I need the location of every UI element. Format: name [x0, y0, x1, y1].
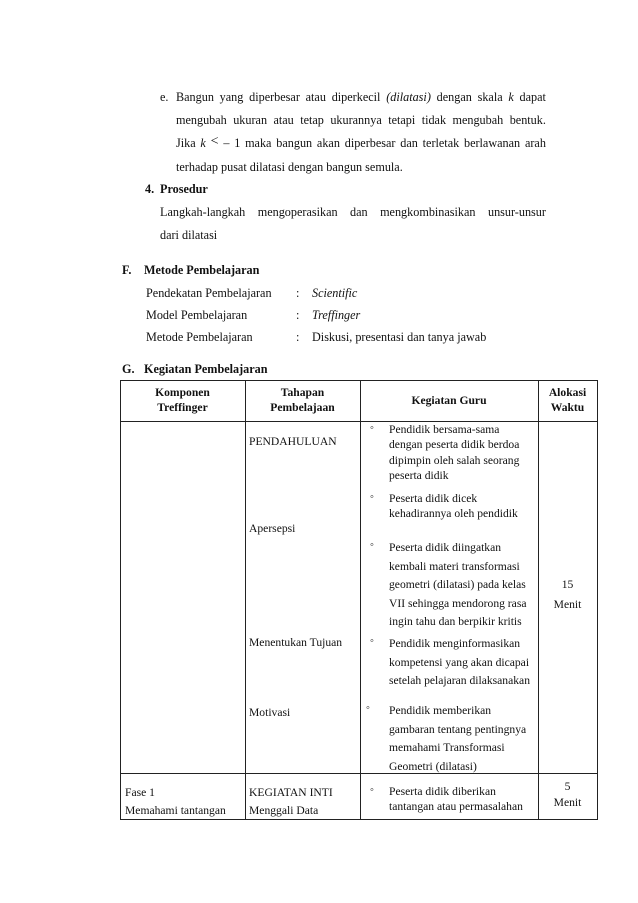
word: tidak [421, 113, 447, 127]
activity-table [120, 380, 598, 820]
activity-line: Pendidik menginformasikan [389, 637, 521, 650]
activity-line: geometri (dilatasi) pada kelas [389, 578, 526, 592]
activity-line: gambaran tentang pentingnya [389, 722, 527, 736]
word: ukurannya [330, 113, 382, 127]
table-border [120, 421, 598, 422]
activity-line: Pendidik bersama-sama [389, 423, 500, 436]
word: bentuk. [509, 113, 546, 127]
activity-tujuan [389, 635, 530, 691]
activity-tantangan [389, 784, 523, 815]
section-e-line-1 [176, 90, 546, 105]
method-label-model: Model Pembelajaran [146, 308, 248, 322]
header-text: Treffinger [157, 401, 208, 415]
word: bangun [276, 136, 313, 150]
word: dapat [519, 90, 546, 104]
method-separator: : [296, 286, 300, 300]
activity-line: memahami Transformasi [389, 741, 505, 755]
section-4-line-1 [160, 205, 546, 220]
table-border [597, 380, 598, 820]
word: diperkecil [331, 90, 381, 104]
table-border [120, 773, 598, 774]
stage-kegiatan-inti [249, 784, 333, 820]
bullet-icon: ◦ [370, 422, 374, 434]
header-tahapan [245, 385, 360, 416]
bullet-icon: ◦ [370, 539, 374, 551]
activity-line: Pendidik memberikan [389, 704, 492, 717]
activity-line: Peserta didik diberikan [389, 785, 496, 798]
stage-line: KEGIATAN INTI [249, 786, 333, 799]
word: 1 [234, 136, 241, 150]
word: tetap [300, 113, 324, 127]
word: diperbesar [249, 90, 300, 104]
activity-line: kehadirannya oleh pendidik [389, 507, 518, 521]
section-e-line-3 [176, 136, 546, 151]
time-value: 5 [564, 780, 571, 793]
time-allocation-inti [538, 779, 597, 811]
bullet-icon: ◦ [370, 784, 374, 796]
bullet-icon: ◦ [370, 491, 374, 503]
section-4-title: Prosedur [160, 182, 208, 196]
word: Langkah-langkah [160, 205, 246, 219]
section-e-line-2 [176, 113, 546, 128]
activity-line: Geometri (dilatasi) [389, 759, 477, 773]
word: mengoperasikan [257, 205, 338, 219]
word: mengubah [452, 113, 504, 127]
header-text: Alokasi [548, 386, 587, 399]
word: < [210, 134, 219, 149]
activity-line: ingin tahu dan berpikir kritis [389, 615, 522, 629]
activity-line: Peserta didik diingatkan [389, 541, 502, 554]
table-border [245, 380, 246, 820]
table-border [120, 380, 598, 381]
table-border [120, 380, 121, 820]
word: k [508, 90, 514, 104]
word: diperbesar [344, 136, 396, 150]
section-f-title: Metode Pembelajaran [144, 263, 260, 277]
method-value-model: Treffinger [312, 308, 361, 322]
method-value-pendekatan: Scientific [312, 286, 358, 300]
header-text: Waktu [550, 401, 585, 415]
section-g-title: Kegiatan Pembelajaran [144, 362, 268, 376]
stage-line: Menggali Data [249, 804, 319, 817]
method-label-metode: Metode Pembelajaran [146, 330, 253, 344]
word: (dilatasi) [386, 90, 431, 104]
word: atau [305, 90, 326, 104]
section-f-letter: F. [122, 263, 132, 277]
method-separator: : [296, 308, 300, 322]
stage-motivasi: Motivasi [249, 706, 291, 719]
component-line: Memahami tantangan [125, 804, 226, 817]
activity-kehadiran [389, 491, 518, 522]
activity-line: kembali materi transformasi [389, 559, 520, 573]
word: Bangun [176, 90, 214, 104]
activity-line: Peserta didik dicek [389, 492, 478, 505]
word: – [223, 136, 230, 150]
time-unit: Menit [553, 796, 582, 809]
stage-pendahuluan: PENDAHULUAN [249, 435, 337, 448]
activity-line: tantangan atau permasalahan [389, 800, 523, 814]
word: dan [400, 136, 418, 150]
word: k [200, 136, 206, 150]
stage-menentukan-tujuan: Menentukan Tujuan [249, 636, 343, 649]
stage-apersepsi: Apersepsi [249, 522, 296, 535]
header-text: Pembelajaan [270, 401, 335, 415]
word: mengubah [176, 113, 227, 127]
activity-line: peserta didik [389, 468, 449, 482]
header-text: Tahapan [280, 386, 325, 399]
word: ukuran [233, 113, 268, 127]
word: atau [273, 113, 294, 127]
time-value: 15 [561, 578, 574, 591]
method-label-pendekatan: Pendekatan Pembelajaran [146, 286, 272, 300]
list-marker-e: e. [160, 90, 169, 104]
word: yang [219, 90, 244, 104]
word: terletak [422, 136, 460, 150]
section-4-line-2: dari dilatasi [160, 228, 218, 242]
activity-berdoa [389, 422, 519, 483]
word: mengkombinasikan [380, 205, 476, 219]
word: Jika [176, 136, 196, 150]
activity-line: setelah pelajaran dilaksanakan [389, 674, 530, 688]
word: akan [316, 136, 340, 150]
activity-line: VII sehingga mendorong rasa [389, 596, 527, 610]
word: tetapi [388, 113, 416, 127]
section-g-letter: G. [122, 362, 135, 376]
method-separator: : [296, 330, 300, 344]
word: unsur-unsur [487, 205, 546, 219]
activity-motivasi [389, 702, 526, 776]
activity-line: dengan peserta didik berdoa [389, 438, 520, 452]
time-allocation-intro [538, 575, 597, 615]
activity-line: dipimpin oleh salah seorang [389, 453, 520, 467]
bullet-icon: ◦ [366, 702, 370, 714]
header-komponen [120, 385, 245, 416]
time-unit: Menit [553, 598, 582, 611]
section-e-line-4: terhadap pusat dilatasi dengan bangun semula. [176, 160, 403, 174]
component-fase-1 [125, 784, 226, 820]
word: maka [245, 136, 272, 150]
bullet-icon: ◦ [370, 635, 374, 647]
word: berlawanan [463, 136, 521, 150]
header-kegiatan-guru: Kegiatan Guru [411, 394, 487, 407]
word: dengan [436, 90, 472, 104]
word: skala [477, 90, 503, 104]
table-border [360, 380, 361, 820]
word: arah [524, 136, 546, 150]
header-alokasi-waktu [538, 385, 597, 416]
word: dan [350, 205, 368, 219]
activity-line: kompetensi yang akan dicapai [389, 655, 530, 669]
component-line: Fase 1 [125, 786, 155, 799]
section-4-number: 4. [145, 182, 155, 196]
method-value-metode: Diskusi, presentasi dan tanya jawab [312, 330, 487, 344]
activity-apersepsi [389, 539, 526, 632]
header-text: Komponen [155, 386, 210, 399]
